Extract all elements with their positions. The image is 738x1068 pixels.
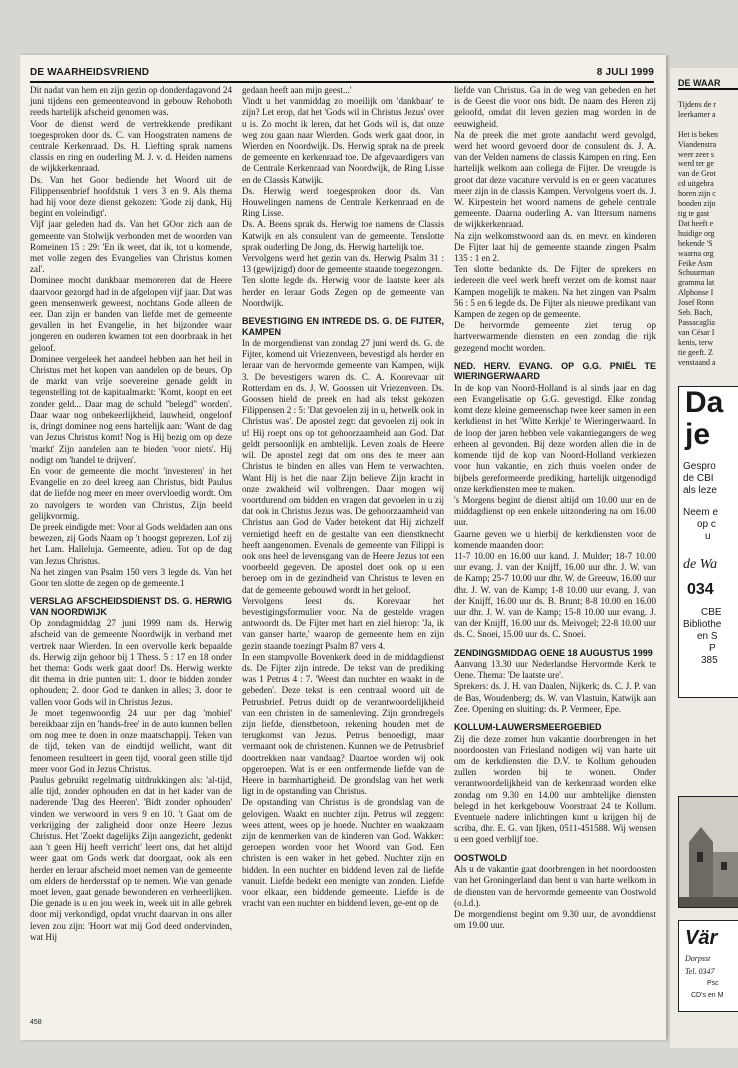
paragraph: Ds. Van het Goor bediende het Woord uit de Filippensenbrief hoofdstuk 1 vers 3 en 9. Als thema had hij voor deze dienst gekozen: 'Gode zij dank, Hij begint en voleindigt'.	[30, 174, 232, 219]
adjacent-text-line: Dat heeft e	[678, 218, 714, 228]
adjacent-text-line: tie geeft. Z	[678, 347, 713, 357]
adjacent-text-line: huidige org	[678, 228, 715, 238]
paragraph: Als u de vakantie gaat doorbrengen in het noordoosten van het Groningerland dan bent u van harte welkom in de diensten van de hervormde gemeente van Oostwold (o.l.d.).	[454, 864, 656, 908]
adjacent-page-text	[678, 100, 738, 367]
paragraph: Dominee vergeleek het aandeel hebben aan het heil in Christus met het kopen van aandelen op de beurs. Op de markt van vrije soevereine genade geldt in tegenstelling tot de kapitaalmarkt: 'Komt, koopt en eet zonder geld... Daar mag de schuld "belegd" worden'. Daar waar nog onbekeerlijkheid, lauwheid, ongeloof is, dringt dominee nog eens hartelijk aan: 'Want de dag van Jezus Christus komt! Nog is Hij bezig om op deze 'markt' Zijn aandelen aan te bieden 'voor niets'. Hij nodigt om 'handel te drijven'.	[30, 353, 232, 465]
paragraph: In de kop van Noord-Holland is al sinds jaar en dag een Evangelisatie op G.G. gevestigd. Elke zondag komt deze kleine gemeenschap twee keer samen in een kerkdienst in het 'Witte Kerkje' te Wieringerwaard. In de loop der jaren hebben vele vakantiegangers de weg erheen al gevonden. Bij deze worden allen die in de komende tijd de kop van Noord-Holland verkiezen voor hun vakantie, en zich thuis voelen onder de bijbels gereformeerde prediking, hartelijk uitgenodigd onze kerkdiensten mee te maken.	[454, 382, 656, 494]
paragraph: 11-7 10.00 en 16.00 uur kand. J. Mulder; 18-7 10.00 uur evang. J. van der Knijff, 16.00 uur dhr. J. W. van de Kamp; 25-7 10.00 uur dhr. W. de Greeuw, 16.00 uur dhr. J. W. van de Kamp; 1-8 10.00 uur evang. J. van der Knijff, 16.00 uur ds. B. Brunt; 8-8 10.00 en 16.00 uur dhr. J. W. van de Kamp; 15-8 10.00 uur evang. J. van der Knijff, 16.00 uur ds. Meivogel; 22-8 10.00 uur ds. C. Snoei, 15.00 uur ds. C. Snoei.	[454, 550, 656, 640]
ad-text: op c	[697, 519, 716, 530]
paragraph: Sprekers: ds. J. H. van Daalen, Nijkerk; ds. C. J. P. van de Bas, Woudenberg; ds. W. van Vlastuin, Katwijk aan Zee. Opening en sluiting: ds. P. Vermeer, Epe.	[454, 681, 656, 714]
ad-text: Gespro	[683, 461, 716, 472]
paragraph: De morgendienst begint om 9.30 uur, de avonddienst om 19.00 uur.	[454, 908, 656, 931]
adjacent-text-line: horen zijn c	[678, 189, 716, 199]
ad-photo	[678, 796, 738, 908]
adjacent-page	[670, 68, 738, 1048]
adjacent-text-line: venstaand a	[678, 357, 716, 367]
ad-address: Dorpsst	[685, 954, 711, 963]
paragraph: In de morgendienst van zondag 27 juni werd ds. G. de Fijter, komend uit Vriezenveen, bevestigd als herder en leraar van de hervormde gemeente van Kampen, wijk 3. De bevestigers waren ds. C. A. Koorevaar uit Rotterdam en ds. J. W. Goossen uit Vriezenveen. Ds. Goossen hield de preek en had als tekst gekozen Filippensen 2 : 5: 'Dat gevoelen zij in u, hetwelk ook in Christus was'. De apostel zegt: dat gevoelen zij ook in u! Hij roept ons op tot gehoorzaamheid aan God. Dat geldt persoonlijk en ambtelijk. Leven zoals de Heere wil. De apostel zegt dat om ons des te meer aan Christus te binden en alles van Hem te verwachten. Want Hij is het die naar Zijn believe Zijn kracht in onze zwakheid wil volbrengen. Daar mogen wij voortdurend om bidden en vragen dat gevoelen in u zij dat ook in Christus Jezus was. De gehoorzaamheid van Christus aan God de Vader betekent dat Hij zichzelf vernietigd heeft en de gestalte van een dienstknecht heeft aangenomen. Evenals de gemeente van Filippi is ook ons heel de levensgang van de Heere Jezus tot een voorbeeld gegeven. De apostel doet ook op u een beroep om in de gezindheid van Christus te leven en dat de gemeente gebouwd wordt in het geloof.	[242, 338, 444, 595]
adjacent-text-line: Feike Asm	[678, 258, 713, 268]
paragraph: Dominee mocht dankbaar memoreren dat de Heere daarvoor gezorgd had in de afgelopen vijf jaar. Dat was geen mensenwerk geweest, nochtans Gode alleen de eer. Dan zijn er banden van liefde met de gemeente gevallen in het Evangelie, in het bijzonder waar jongeren en ouderen kwamen tot een doorbraak in het geloof.	[30, 275, 232, 353]
ad-headline: je	[685, 418, 711, 451]
article-heading: BEVESTIGING EN INTREDE DS. G. DE FIJTER, KAMPEN	[242, 316, 444, 337]
paragraph: liefde van Christus. Ga in de weg van gebeden en het is de Geest die voor ons bidt. De naam des Heren zij geloofd, omdat dit leven gezien mag worden in de eeuwigheid.	[454, 85, 656, 129]
adjacent-page-header: DE WAAR	[678, 78, 738, 90]
ad-brand: de Wa	[683, 557, 718, 572]
adjacent-text-line: Josef Ronn	[678, 298, 714, 308]
ad-headline: Da	[685, 386, 724, 419]
paragraph: En voor de gemeente die mocht 'investeren' in het Evangelie en zo deel kreeg aan Christus, bidt Paulus dat de liefde nog meer en meer overvloedig wordt. Om zo navolgers te worden van Christus, Zijn beeld gelijkvormig.	[30, 465, 232, 521]
ad-text: P	[709, 643, 716, 654]
paragraph: gedaan heeft aan mijn geest...'	[242, 85, 352, 95]
paragraph: Ds. Herwig werd toegesproken door ds. Van Houwelingen namens de Centrale Kerkenraad en de Ring Lisse.	[242, 185, 444, 219]
adjacent-text-line: waarna org	[678, 248, 714, 258]
paragraph: Na de preek die met grote aandacht werd gevolgd, werd het woord gevoerd door de consulent ds. J. A. van der Velden namens de classis Kampen en ring. Een hartelijk welkom aan collega de Fijter. De vreugde is groot dat deze vacature vervuld is en er geen vacatures meer zijn in de classis Kampen. Vervolgens voert ds. J. W. Kirpestein het woord namens de gehele centrale gemeente. Daarna ouderling A. van Ittersum namens de wijkkerkenraad.	[454, 129, 656, 230]
adjacent-text-line: Tijdens de r	[678, 100, 716, 109]
adjacent-text-line: weer zeer s	[678, 149, 714, 159]
adjacent-text-line: Schuurman	[678, 268, 715, 278]
adjacent-text-line: werd ter ge	[678, 159, 714, 169]
ad-phone: Tel. 0347	[685, 967, 715, 976]
paragraph: Na het zingen van Psalm 150 vers 3 legde ds. Van het Goor ten slotte de zegen op de gemeente.1	[30, 566, 232, 588]
adjacent-text-line: tig te gast	[678, 208, 710, 218]
article-heading: ZENDINGSMIDDAG OENE 18 AUGUSTUS 1999	[454, 647, 653, 658]
paragraph: In een stampvolle Bovenkerk deed in de middagdienst ds. De Fijter zijn intrede. De tekst van de prediking was 1 Petrus 4 : 7. 'Weest dan nuchter en waakt in de gebeden'. Deze tekst is een centraal woord uit de Petrusbrief. Petrus duidt op de verantwoordelijkheid van een christen in de samenleving. Zijn grondregels zijn liefde, dienstbetoon, rekening houden met de terugkomst van Jezus. Petrus benoedigt, maar vermaant ook de christenen. Kunnen we de Petrusbrief doortrekken naar vandaag? Daartoe worden wij ook opgeroepen. Wat is er een ontfermende liefde van de Heere in barmhartigheid. De grondslag van het werk ligt in de opstanding van Christus.	[242, 651, 444, 797]
adjacent-text-line: Het is beken	[678, 129, 718, 139]
paragraph: Aanvang 13.30 uur Nederlandse Hervormde Kerk te Oene. Thema: 'De laatste ure'.	[454, 659, 656, 681]
article-heading: VERSLAG AFSCHEIDSDIENST DS. G. HERWIG VAN NOORDWIJK	[30, 596, 232, 617]
issue-date: 8 JULI 1999	[596, 67, 654, 78]
ad-phone: 034	[687, 581, 714, 598]
paragraph: Ten slotte legde ds. Herwig voor de laatste keer als herder en leraar Gods Zegen op de gemeente van Noordwijk.	[242, 275, 444, 308]
paragraph: Vijf jaar geleden had ds. Van het GOor zich aan de gemeente van Stolwijk verbonden met de woorden van Romeinen 15 : 29: 'En ik weet, dat ik, tot u komende, met volle zegen des Evangelies van Christus komen zal'.	[30, 219, 232, 275]
adjacent-text-line: leerkamer a	[678, 109, 716, 119]
paragraph: 's Morgens begint de dienst altijd om 10.00 uur en de middagdienst op een enkele uitzondering na om 16.00 uur.	[454, 494, 656, 528]
adjacent-text-line: Viandenstra	[678, 139, 717, 149]
paragraph: De opstanding van Christus is de grondslag van de gelovigen. Waakt en nuchter zijn. Petrus wil zeggen: wees attent, wees op je hoede. Nuchter en waakzaam zijn de kenmerken van de kinderen van God. Wakker: geroepen worden voor het Woord van God. Een christen is een waker in het gebed. Nuchter zijn en bidden. In een nuchter en biddend leven zal de liefde vanuit. Liefde bedekt een menigte van zonden. Liefde voor elkaar, een biddende gemeente. Liefde is de vracht van een nuchter en biddend leven, ge-ent op de	[242, 797, 444, 909]
adjacent-text-line: van César I	[678, 327, 715, 337]
paragraph: Je moet tegenwoordig 24 uur per dag 'mobiel' bereikbaar zijn en 'hands-free' in de auto kunnen bellen om nog mee te doen in onze maatschappij. Teken van de tijd, teken van de eindtijd wellicht, want dit fenomeen resulteert in geen tijd, vooral geen stille tijd meer voor God in Jezus Christus.	[30, 707, 232, 774]
page-header	[30, 67, 654, 83]
adjacent-text-line: gramma lat	[678, 278, 715, 288]
paragraph: Ds. A. Beens sprak ds. Herwig toe namens de Classis Katwijk en als consulent van de gemeente. Tenslotte sprak ouderling De Jong, ds. Herwig hartelijk toe.	[242, 219, 444, 252]
adjacent-text-line: cd uitgebra	[678, 179, 714, 189]
article-heading: KOLLUM-LAUWERSMEERGEBIED	[454, 722, 602, 733]
paragraph: Voor de dienst werd de vertrekkende predikant toegesproken door ds. C. van Hoogstraten namens de centrale Kerkenraad. Ds. H. Liefting sprak namens classis en ring en ouderling M. J. v. d. Heiden namens de wijkkerkenraad.	[30, 118, 232, 174]
ad-text: CD's en M	[691, 992, 724, 999]
paragraph: Zij die deze zomer hun vakantie doorbrengen in het noordoosten van Friesland nodigen wij van harte uit om de kerkdiensten die D.V. te Kollum gehouden zullen worden bij te wonen. Onder verantwoordelijkheid van de kerkenraad worden elke zondag om 9.30 en 14.00 uur ambtelijke diensten belegd in het kerkgebouw Voorstraat 24 te Kollum. Eventuele nadere inlichtingen kunt u krijgen bij de scriba, dhr. E. G. van Ijken, 0511-451588. Wij wensen u een goed verblijf toe.	[454, 733, 656, 845]
advertisement-box	[678, 386, 738, 698]
newspaper-page	[20, 55, 666, 1040]
ad-text: de CBI	[683, 473, 714, 484]
paragraph: De preek eindigde met: Voor al Gods weldaden aan ons bewezen, zij Gods Naam op 't hoogst geprezen. Lof zij het Lam. Halleluja. Gemeente, adieu. Tot op de dag van Jezus Christus.	[30, 521, 232, 566]
article-heading: NED. HERV. EVANG. OP G.G. PNIËL TE WIERINGERWAARD	[454, 360, 656, 382]
adjacent-text-line: Seb. Bach,	[678, 308, 713, 318]
paragraph: Ten slotte bedankte ds. De Fijter de sprekers en iedereen die veel werk heeft verzet om de komst naar Kampen mogelijk te maken. Na het zingen van Psalm 56 : 5 en 6 legde ds. De Fijter als nieuwe predikant van Kampen de zegen op de gemeente.	[454, 264, 656, 320]
ad-text: 385	[701, 655, 718, 666]
ad-text: Bibliothe	[683, 619, 722, 630]
column-3	[454, 85, 656, 931]
article-heading: OOSTWOLD	[454, 852, 507, 863]
ad-text: u	[705, 531, 711, 542]
paragraph: De hervormde gemeente ziet terug op hartverwarmende diensten en een zondag die rijk gezegend mocht worden.	[454, 320, 656, 353]
paragraph: Vervolgens werd het gezin van ds. Herwig Psalm 31 : 13 (gewijzigd) door de gemeente staande toegezongen.	[242, 253, 444, 275]
adjacent-text-line: Alphonse I	[678, 288, 714, 298]
paragraph: Op zondagmiddag 27 juni 1999 nam ds. Herwig afscheid van de gemeente Noordwijk in verband met vertrek naar Wierden. In een overvolle kerk bepaalde ds. Herwig zijn gehoor bij 1 Thess. 5 : 17 en 18 onder het thema: Gods werk gaat door! Ds. Herwig werkte dit thema in drie punten uit: 1. door te bidden zonder ophouden; 2. door God te danken in alles; 3. door te vallen voor Gods wil in Christus Jezus.	[30, 618, 232, 707]
ad-text: Neem e	[683, 507, 719, 518]
column-1	[30, 85, 232, 943]
adjacent-text-line: bonden zijn	[678, 199, 716, 209]
adjacent-text-line: van de Grot	[678, 169, 716, 179]
paragraph: Vervolgens leest ds. Korevaar het bevestigingsformulier voor. Na de gestelde vragen antwoordt ds. De Fijter met hart en ziel hierop: 'Ja, ik van ganser harte,' waarop de gemeente hem en zijn gezin staande toezingt Psalm 87 vers 4.	[242, 595, 444, 651]
publication-title: DE WAARHEIDSVRIEND	[30, 67, 150, 78]
ad-text: als leze	[683, 485, 717, 496]
adjacent-text-line: bekende 'S	[678, 238, 713, 248]
paragraph: Paulus gebruikt regelmatig uitdrukkingen als: 'al-tijd, alle tijd, zonder ophouden en dat in het kader van de naderende 'Dag des Heeren'. 'Bidt zonder ophouden' vinden we verwoord in vers 9 en 10. 't Gaat om de verkrijging der zaligheid door onze Heere Jezus Christus. Het 'Zoekt dagelijks Zijn aangezicht, gedenkt aan 't geen Hij heeft verricht' leert ons, dat het altijd weer gaat om Gods werk dat doorgaat, ook als een herder en leraar afscheid moet nemen van de gemeente om elders de herdersstaf op te nemen. Wie van genade moet leven, gaat genade bewonderen en verheerlijken. Die genade is u en jou week in, week uit in alle gebrek door mij verkondigd, opdat vrucht daarvan in ons aller leven zou zijn: 'Hoort wat mij God deed ondervinden, wat Hij	[30, 774, 232, 942]
adjacent-text-line: Passacaglia	[678, 317, 715, 327]
ad-text: Psc	[707, 980, 719, 987]
adjacent-text-line	[678, 120, 738, 130]
ad-text: en S	[697, 631, 718, 642]
page-number: 458	[30, 1019, 42, 1026]
building-illustration	[679, 797, 738, 907]
column-2	[242, 85, 444, 909]
paragraph: Gaarne geven we u hierbij de kerkdiensten voor de komende maanden door:	[454, 528, 656, 550]
ad-text: CBE	[701, 607, 722, 618]
paragraph: Dit nadat van hem en zijn gezin op donderdagavond 24 juni tijdens een gemeenteavond in gebouw Rehoboth reeds hartelijk afscheid genomen was.	[30, 85, 232, 118]
paragraph: Vindt u het vanmiddag zo moeilijk om 'dankbaar' te zijn? Let erop, dat het 'Gods wil in Christus Jezus' over u is. Zo mocht ik leren, dat het Gods wil is, dat onze weg zou gaan naar Wierden. Gods werk gaat door, in Wierden en Noordwijk. Ds. Herwig sprak na de preek de gemeente en kerkenraad toe. De afgevaardigers van de Centrale Kerkenraad van Noordwijk, de Ring Lisse en de Classis Katwijk.	[242, 96, 444, 185]
advertisement-box	[678, 920, 738, 1012]
paragraph: Na zijn welkomstwoord aan ds. en mevr. en kinderen De Fijter laat hij de gemeente staande zingen Psalm 135 : 1 en 2.	[454, 230, 656, 264]
ad-logo-text: Vär	[685, 927, 718, 949]
adjacent-text-line: kenis, terw	[678, 337, 714, 347]
